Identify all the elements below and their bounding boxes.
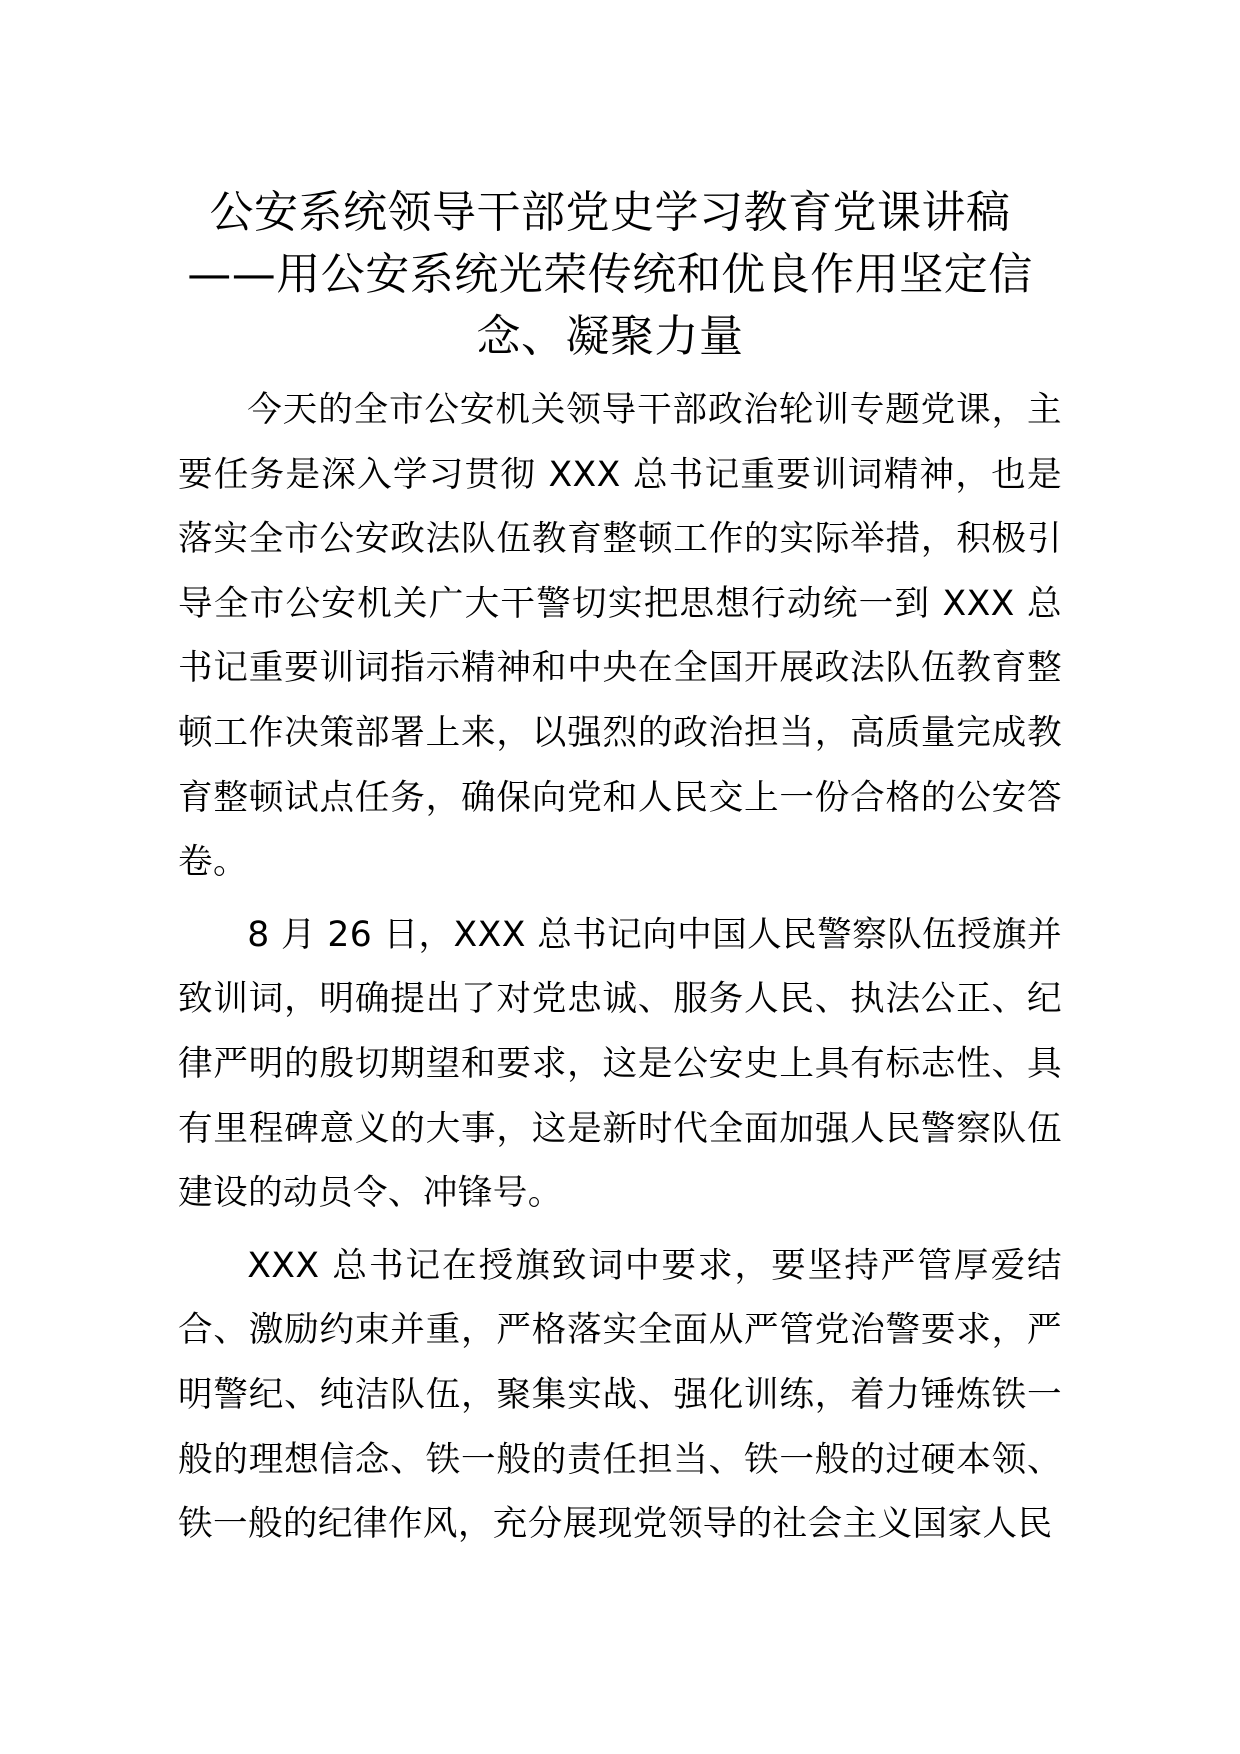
document-title xyxy=(150,182,1070,368)
paragraph-2: 8 月 26 日，XXX 总书记向中国人民警察队伍授旗并致训词，明确提出了对党忠诚、服务人民、执法公正、纪律严明的殷切期望和要求，这是公安史上具有标志性、具有里程碑意义的大事，这是新时代全面加强人民警察队伍建设的动员令、冲锋号。 xyxy=(178,914,1062,1214)
title-line-1: 公安系统领导干部党史学习教育党课讲稿 xyxy=(209,187,1011,238)
paragraph-1: 今天的全市公安机关领导干部政治轮训专题党课，主要任务是深入学习贯彻 XXX 总书记重要训词精神，也是落实全市公安政法队伍教育整顿工作的实际举措，积极引导全市公安机关广大干警切实把思想行动统一到 XXX 总书记重要训词指示精神和中央在全国开展政法队伍教育整顿工作决策部署上来，以强烈的政治担当，高质量完成教育整顿试点任务，确保向党和人民交上一份合格的公安答卷。 xyxy=(178,390,1062,883)
title-line-2: ——用公安系统光荣传统和优良作用坚定信 xyxy=(187,249,1033,300)
title-line-3: 念、凝聚力量 xyxy=(476,311,744,362)
paragraph-3: XXX 总书记在授旗致词中要求，要坚持严管厚爱结合、激励约束并重，严格落实全面从严管党治警要求，严明警纪、纯洁队伍，聚集实战、强化训练，着力锤炼铁一般的理想信念、铁一般的责任担当、铁一般的过硬本领、铁一般的纪律作风，充分展现党领导的社会主义国家人民 xyxy=(178,1245,1062,1545)
document-body xyxy=(178,378,1062,1565)
